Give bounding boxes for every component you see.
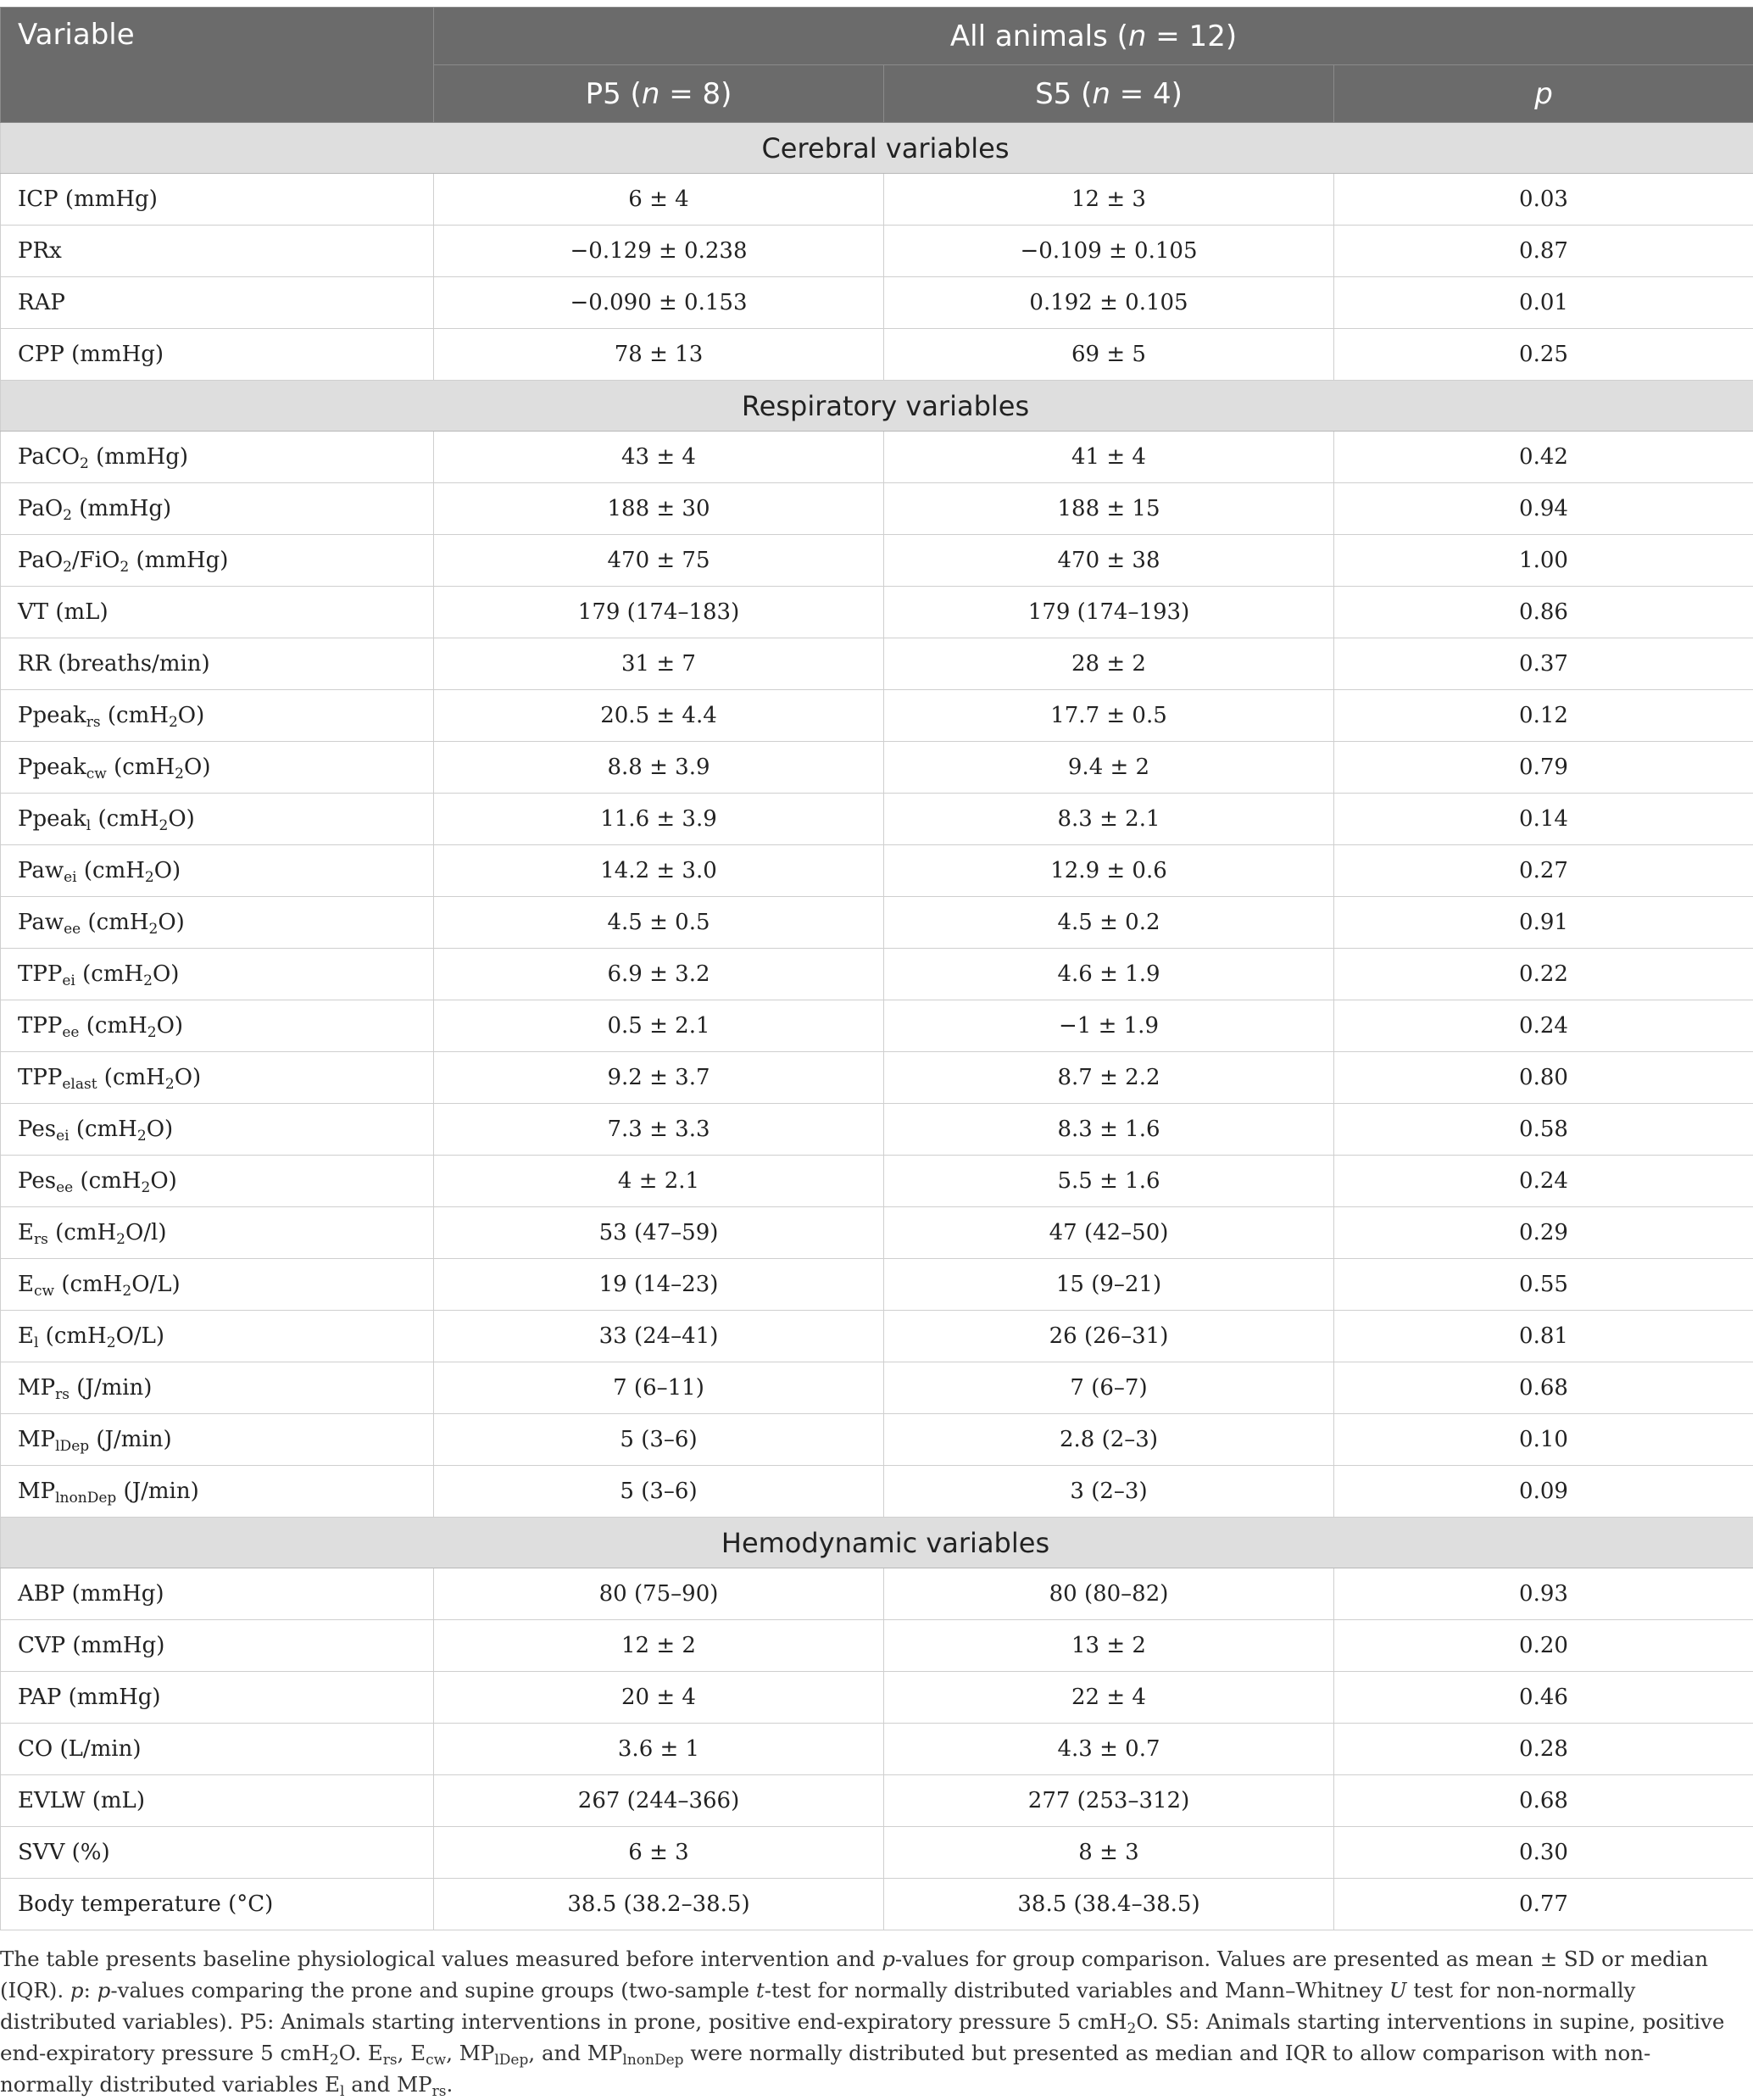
row-label: $TPP_{elast}$ (cmH$_2$O): [1, 1052, 434, 1104]
cell-p5: 6 ± 3: [434, 1827, 884, 1879]
row-label: SVV (%): [1, 1827, 434, 1879]
table-row: [1, 1466, 1753, 1518]
cell-p: 0.10: [1334, 1414, 1753, 1466]
cell-p5: 12 ± 2: [434, 1620, 884, 1672]
cell-p: 0.12: [1334, 690, 1753, 742]
cell-s5: 5.5 ± 1.6: [884, 1156, 1334, 1207]
cell-s5: 8.3 ± 1.6: [884, 1104, 1334, 1156]
cell-s5: 15 (9–21): [884, 1259, 1334, 1311]
section-hemodynamic: [1, 1518, 1753, 1568]
row-label: Body temperature (°C): [1, 1879, 434, 1930]
section-cerebral: [1, 123, 1753, 174]
cell-p5: 9.2 ± 3.7: [434, 1052, 884, 1104]
cell-s5: 470 ± 38: [884, 535, 1334, 587]
cell-p: 0.79: [1334, 742, 1753, 794]
cell-p5: 19 (14–23): [434, 1259, 884, 1311]
row-label: CO (L/min): [1, 1724, 434, 1775]
cell-p: 0.42: [1334, 432, 1753, 483]
cell-p: 0.29: [1334, 1207, 1753, 1259]
row-label: $MP_{lDep}$ (J/min): [1, 1414, 434, 1466]
table-row: [1, 690, 1753, 742]
cell-p5: 0.5 ± 2.1: [434, 1000, 884, 1052]
cell-s5: 8.3 ± 2.1: [884, 794, 1334, 845]
cell-s5: 47 (42–50): [884, 1207, 1334, 1259]
cell-s5: 188 ± 15: [884, 483, 1334, 535]
cell-s5: 7 (6–7): [884, 1362, 1334, 1414]
cell-p: 0.03: [1334, 174, 1753, 226]
table-row: [1, 1311, 1753, 1362]
cell-p: 0.24: [1334, 1000, 1753, 1052]
table-row: [1, 1827, 1753, 1879]
cell-p: 0.81: [1334, 1311, 1753, 1362]
cell-p: 0.80: [1334, 1052, 1753, 1104]
cell-p: 0.77: [1334, 1879, 1753, 1930]
table-row: [1, 432, 1753, 483]
table-row: [1, 1104, 1753, 1156]
header-row-1: [1, 8, 1753, 65]
cell-p5: 267 (244–366): [434, 1775, 884, 1827]
cell-p: 0.87: [1334, 226, 1753, 277]
row-label: Ppeak$_{cw}$ (cmH$_2$O): [1, 742, 434, 794]
cell-p5: 31 ± 7: [434, 638, 884, 690]
cell-p: 0.09: [1334, 1466, 1753, 1518]
row-label: PaO$_2$/FiO$_2$ (mmHg): [1, 535, 434, 587]
table-row: [1, 638, 1753, 690]
cell-p5: 6.9 ± 3.2: [434, 949, 884, 1000]
cell-s5: 13 ± 2: [884, 1620, 1334, 1672]
cell-s5: 17.7 ± 0.5: [884, 690, 1334, 742]
header-variable: Variable: [1, 8, 434, 123]
row-label: Ppeak$_l$ (cmH$_2$O): [1, 794, 434, 845]
cell-p5: 5 (3–6): [434, 1466, 884, 1518]
row-label: PAP (mmHg): [1, 1672, 434, 1724]
row-label: $MP_{lnonDep}$ (J/min): [1, 1466, 434, 1518]
cell-p: 1.00: [1334, 535, 1753, 587]
cell-s5: 80 (80–82): [884, 1568, 1334, 1620]
table-row: [1, 329, 1753, 381]
cell-s5: 8 ± 3: [884, 1827, 1334, 1879]
cell-p5: 4.5 ± 0.5: [434, 897, 884, 949]
section-title: Respiratory variables: [1, 381, 1753, 432]
section-respiratory: [1, 381, 1753, 432]
row-label: ABP (mmHg): [1, 1568, 434, 1620]
row-label: Paw$_{ei}$ (cmH$_2$O): [1, 845, 434, 897]
cell-s5: 179 (174–193): [884, 587, 1334, 638]
table-row: [1, 1362, 1753, 1414]
cell-s5: −1 ± 1.9: [884, 1000, 1334, 1052]
table-row: [1, 1775, 1753, 1827]
header-all-animals: All animals (n = 12): [434, 8, 1753, 65]
row-label: Ppeak$_{rs}$ (cmH$_2$O): [1, 690, 434, 742]
cell-p5: −0.090 ± 0.153: [434, 277, 884, 329]
cell-s5: 4.6 ± 1.9: [884, 949, 1334, 1000]
cell-p: 0.68: [1334, 1362, 1753, 1414]
cell-p5: 4 ± 2.1: [434, 1156, 884, 1207]
cell-p5: 14.2 ± 3.0: [434, 845, 884, 897]
cell-p: 0.94: [1334, 483, 1753, 535]
table-row: [1, 1156, 1753, 1207]
table-row: [1, 742, 1753, 794]
cell-s5: 22 ± 4: [884, 1672, 1334, 1724]
cell-s5: 4.3 ± 0.7: [884, 1724, 1334, 1775]
row-label: $TPP_{ee}$ (cmH$_2$O): [1, 1000, 434, 1052]
table-row: [1, 226, 1753, 277]
cell-p5: 188 ± 30: [434, 483, 884, 535]
cell-p5: 78 ± 13: [434, 329, 884, 381]
header-p5: P5 (n = 8): [434, 65, 884, 123]
cell-p5: 43 ± 4: [434, 432, 884, 483]
table-row: [1, 794, 1753, 845]
cell-s5: 41 ± 4: [884, 432, 1334, 483]
cell-p5: 5 (3–6): [434, 1414, 884, 1466]
header-p-value: p: [1334, 65, 1753, 123]
row-label: Pes$_{ei}$ (cmH$_2$O): [1, 1104, 434, 1156]
row-label: Pes$_{ee}$ (cmH$_2$O): [1, 1156, 434, 1207]
row-label: $TPP_{ei}$ (cmH$_2$O): [1, 949, 434, 1000]
cell-p: 0.28: [1334, 1724, 1753, 1775]
cell-s5: 0.192 ± 0.105: [884, 277, 1334, 329]
table-row: [1, 1259, 1753, 1311]
row-label: CVP (mmHg): [1, 1620, 434, 1672]
section-title: Hemodynamic variables: [1, 1518, 1753, 1568]
cell-p5: 33 (24–41): [434, 1311, 884, 1362]
table-row: [1, 174, 1753, 226]
table-row: [1, 1879, 1753, 1930]
cell-p: 0.01: [1334, 277, 1753, 329]
cell-p: 0.25: [1334, 329, 1753, 381]
cell-s5: −0.109 ± 0.105: [884, 226, 1334, 277]
cell-p: 0.30: [1334, 1827, 1753, 1879]
table-row: [1, 1568, 1753, 1620]
cell-p: 0.58: [1334, 1104, 1753, 1156]
table-row: [1, 1207, 1753, 1259]
row-label: RR (breaths/min): [1, 638, 434, 690]
cell-s5: 277 (253–312): [884, 1775, 1334, 1827]
row-label: RAP: [1, 277, 434, 329]
table-row: [1, 897, 1753, 949]
table-row: [1, 845, 1753, 897]
table-row: [1, 1672, 1753, 1724]
baseline-values-table: [0, 7, 1753, 1930]
cell-p5: −0.129 ± 0.238: [434, 226, 884, 277]
cell-s5: 26 (26–31): [884, 1311, 1334, 1362]
cell-s5: 38.5 (38.4–38.5): [884, 1879, 1334, 1930]
cell-p: 0.20: [1334, 1620, 1753, 1672]
cell-p: 0.86: [1334, 587, 1753, 638]
cell-p5: 7 (6–11): [434, 1362, 884, 1414]
cell-p5: 20 ± 4: [434, 1672, 884, 1724]
section-title: Cerebral variables: [1, 123, 1753, 174]
table-row: [1, 1724, 1753, 1775]
cell-s5: 69 ± 5: [884, 329, 1334, 381]
table-row: [1, 483, 1753, 535]
cell-p5: 7.3 ± 3.3: [434, 1104, 884, 1156]
cell-p5: 3.6 ± 1: [434, 1724, 884, 1775]
row-label: ICP (mmHg): [1, 174, 434, 226]
row-label: CPP (mmHg): [1, 329, 434, 381]
cell-s5: 28 ± 2: [884, 638, 1334, 690]
cell-p: 0.14: [1334, 794, 1753, 845]
table-row: [1, 535, 1753, 587]
row-label: PRx: [1, 226, 434, 277]
cell-s5: 2.8 (2–3): [884, 1414, 1334, 1466]
table-row: [1, 277, 1753, 329]
cell-p5: 470 ± 75: [434, 535, 884, 587]
cell-p5: 8.8 ± 3.9: [434, 742, 884, 794]
cell-p: 0.27: [1334, 845, 1753, 897]
row-label: Paw$_{ee}$ (cmH$_2$O): [1, 897, 434, 949]
cell-p5: 38.5 (38.2–38.5): [434, 1879, 884, 1930]
cell-p5: 6 ± 4: [434, 174, 884, 226]
row-label: $E_l$ (cmH$_2$O/L): [1, 1311, 434, 1362]
table-row: [1, 1620, 1753, 1672]
cell-p5: 20.5 ± 4.4: [434, 690, 884, 742]
row-label: $MP_{rs}$ (J/min): [1, 1362, 434, 1414]
cell-p: 0.37: [1334, 638, 1753, 690]
cell-s5: 9.4 ± 2: [884, 742, 1334, 794]
cell-p: 0.93: [1334, 1568, 1753, 1620]
table-row: [1, 1052, 1753, 1104]
table-row: [1, 1414, 1753, 1466]
cell-p: 0.55: [1334, 1259, 1753, 1311]
row-label: PaO$_2$ (mmHg): [1, 483, 434, 535]
cell-p: 0.22: [1334, 949, 1753, 1000]
cell-p5: 11.6 ± 3.9: [434, 794, 884, 845]
cell-p: 0.68: [1334, 1775, 1753, 1827]
row-label: $E_{cw}$ (cmH$_2$O/L): [1, 1259, 434, 1311]
table-row: [1, 949, 1753, 1000]
row-label: VT (mL): [1, 587, 434, 638]
row-label: EVLW (mL): [1, 1775, 434, 1827]
cell-p5: 80 (75–90): [434, 1568, 884, 1620]
row-label: PaCO$_2$ (mmHg): [1, 432, 434, 483]
cell-p5: 53 (47–59): [434, 1207, 884, 1259]
cell-s5: 4.5 ± 0.2: [884, 897, 1334, 949]
cell-p5: 179 (174–183): [434, 587, 884, 638]
table-row: [1, 1000, 1753, 1052]
cell-p: 0.46: [1334, 1672, 1753, 1724]
cell-s5: 3 (2–3): [884, 1466, 1334, 1518]
cell-s5: 12 ± 3: [884, 174, 1334, 226]
table-container: [0, 7, 1753, 1930]
table-row: [1, 587, 1753, 638]
cell-p: 0.91: [1334, 897, 1753, 949]
row-label: $E_{rs}$ (cmH$_2$O/l): [1, 1207, 434, 1259]
cell-p: 0.24: [1334, 1156, 1753, 1207]
table-footnote: The table presents baseline physiological values measured before intervention and p-values for group comparison. Values are presented as mean ± SD or median (IQR). p: p-values comparing the prone and supine groups (two-sample t-test for normally distributed variables and Mann–Whitney U test for non-normally distributed variables). P5: Animals starting interventions in prone, positive end-expiratory pressure 5 cmH$_2$O. S5: Animals starting interventions in supine, positive end-expiratory pressure 5 cmH$_2$O. $E_{rs}$, $E_{cw}$, $MP_{lDep}$, and $MP_{lnonDep}$ were normally distributed but presented as median and IQR to allow comparison with non-normally distributed variables $E_l$ and $MP_{rs}$.: [0, 1943, 1738, 2100]
header-s5: S5 (n = 4): [884, 65, 1334, 123]
cell-s5: 12.9 ± 0.6: [884, 845, 1334, 897]
cell-s5: 8.7 ± 2.2: [884, 1052, 1334, 1104]
